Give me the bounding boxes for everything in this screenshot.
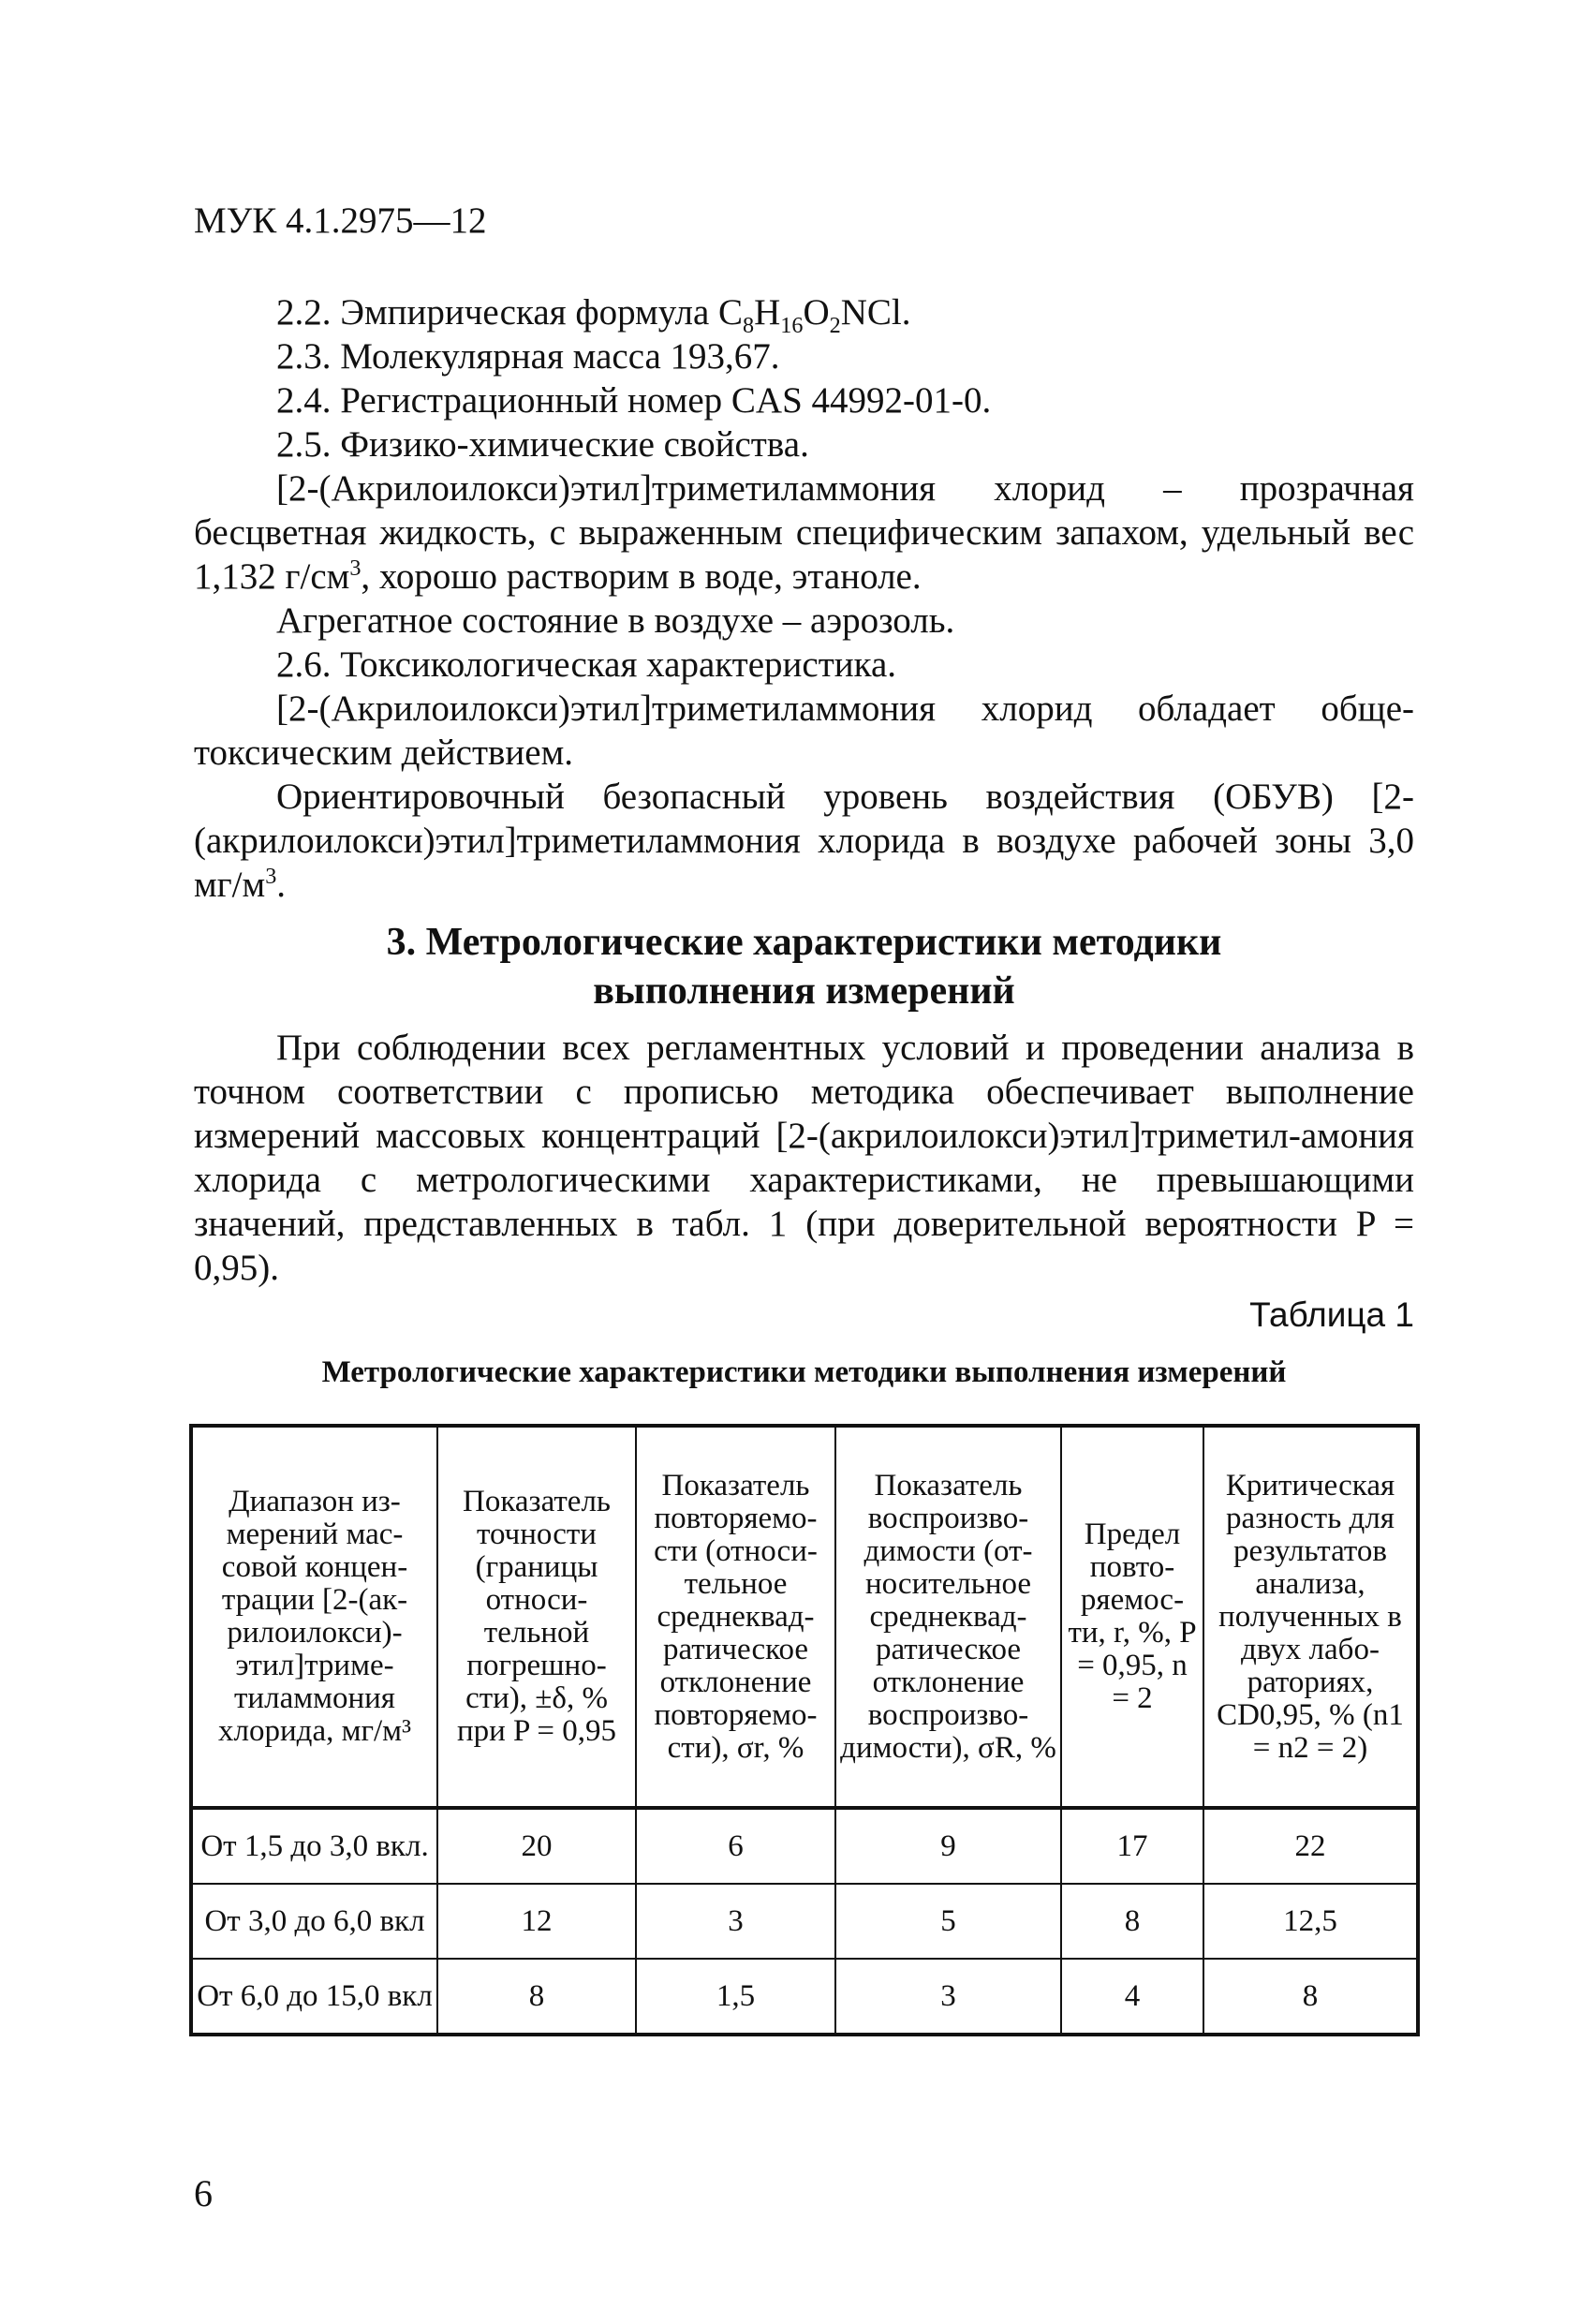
table-cell: 8 [1203, 1959, 1418, 2035]
section-3-heading-line-1: 3. Метрологические характеристики методики [386, 921, 1222, 964]
table-cell: 20 [437, 1808, 636, 1884]
formula-sub: 16 [780, 312, 804, 338]
toxicology-description: [2-(Акрилоилокси)этил]триметиламмония хлорид обладает обще-токсическим действием. [194, 688, 1414, 773]
table-cell: 12,5 [1203, 1884, 1418, 1959]
metrology-table [189, 1424, 1420, 2036]
table-title: Метрологические характеристики методики выполнения измерений [321, 1355, 1287, 1389]
table-cell: 1,5 [636, 1959, 835, 2035]
obuv-text: Ориентировочный безопасный уровень воздействия (ОБУВ) [2-(акрилоилокси)этил]триметиламмония хлорида в воздухе рабочей зоны 3,0 мг/м [194, 777, 1414, 905]
physchem-sup: 3 [349, 555, 362, 581]
header-repeatability: Показатель повторяемо-сти (относи-тельное среднеквад-ратическое отклонение повторяемо-сти), σr, % [636, 1426, 835, 1808]
section-3-heading-line-2: выполнения измерений [593, 970, 1015, 1013]
table-cell: 12 [437, 1884, 636, 1959]
table-cell: 6 [636, 1808, 835, 1884]
physchem-description [194, 466, 1414, 599]
header-accuracy: Показатель точности (границы относи-тельной погрешно-сти), ±δ, % при P = 0,95 [437, 1426, 636, 1808]
toxicology-heading: 2.6. Токсикологическая характеристика. [276, 644, 897, 685]
section-3-intro: При соблюдении всех регламентных условий и проведении анализа в точном соответствии с прописью методика обеспечивает выполнение измерений массовых концентраций [2-(акрилоилокси)этил]триметил-амония хлорида с метрологическими характеристиками, не превышающими значений, представленных в табл. 1 (при доверительной вероятности P = 0,95). [194, 1028, 1414, 1288]
physchem-text: [2-(Акрилоилокси)этил]триметиламмония хлорид – прозрачная бесцветная жидкость, с выраженным специфическим запахом, удельный вес 1,132 г/см [194, 468, 1414, 597]
aggregate-state: Агрегатное состояние в воздухе – аэрозоль. [276, 600, 955, 641]
formula-sub: 2 [829, 312, 841, 338]
obuv-tail: . [276, 865, 287, 905]
table-cell: 5 [835, 1884, 1061, 1959]
obuv-description [194, 775, 1414, 907]
formula-part: H [754, 292, 781, 333]
table-header-row [191, 1426, 1418, 1808]
table-row [191, 1808, 1418, 1884]
table-cell: 8 [437, 1959, 636, 2035]
section-2-body [194, 290, 1414, 907]
formula-prefix: 2.2. Эмпирическая формула C [276, 292, 744, 333]
physchem-heading: 2.5. Физико-химические свойства. [276, 424, 809, 465]
molecular-mass: 2.3. Молекулярная масса 193,67. [276, 336, 780, 377]
table-cell: 3 [835, 1959, 1061, 2035]
table-cell: 9 [835, 1808, 1061, 1884]
header-repeatability-limit: Предел повто-ряемос-ти, r, %, P = 0,95, n = 2 [1061, 1426, 1203, 1808]
table-cell: 22 [1203, 1808, 1418, 1884]
table-cell: От 3,0 до 6,0 вкл [191, 1884, 437, 1959]
table-cell: 4 [1061, 1959, 1203, 2035]
header-range: Диапазон из-мерений мас-совой концен-трации [2-(ак-рилоилокси)-этил]триме-тиламмония хлорида, мг/м³ [191, 1426, 437, 1808]
cas-number: 2.4. Регистрационный номер CAS 44992-01-0. [276, 380, 992, 421]
table-cell: 8 [1061, 1884, 1203, 1959]
formula-sub: 8 [743, 312, 755, 338]
table-row [191, 1959, 1418, 2035]
table-cell: От 6,0 до 15,0 вкл [191, 1959, 437, 2035]
document-code: МУК 4.1.2975—12 [194, 200, 487, 241]
section-3-heading [194, 918, 1414, 1015]
formula-part: O [803, 292, 830, 333]
page-number: 6 [194, 2172, 213, 2214]
table-cell: От 1,5 до 3,0 вкл. [191, 1808, 437, 1884]
physchem-tail: , хорошо растворим в воде, этаноле. [361, 556, 922, 597]
table-cell: 3 [636, 1884, 835, 1959]
formula-line [194, 290, 1414, 338]
table-cell: 17 [1061, 1808, 1203, 1884]
table-row [191, 1884, 1418, 1959]
formula-part: NCl. [840, 292, 911, 333]
obuv-sup: 3 [265, 864, 277, 889]
table-number: Таблица 1 [1249, 1295, 1414, 1334]
header-critical-difference: Критическая разность для результатов анализа, полученных в двух лабо-раториях, CD0,95, % (n1 = n2 = 2) [1203, 1426, 1418, 1808]
header-reproducibility: Показатель воспроизво-димости (от-носительное среднеквад-ратическое отклонение воспроизво-димости), σR, % [835, 1426, 1061, 1808]
